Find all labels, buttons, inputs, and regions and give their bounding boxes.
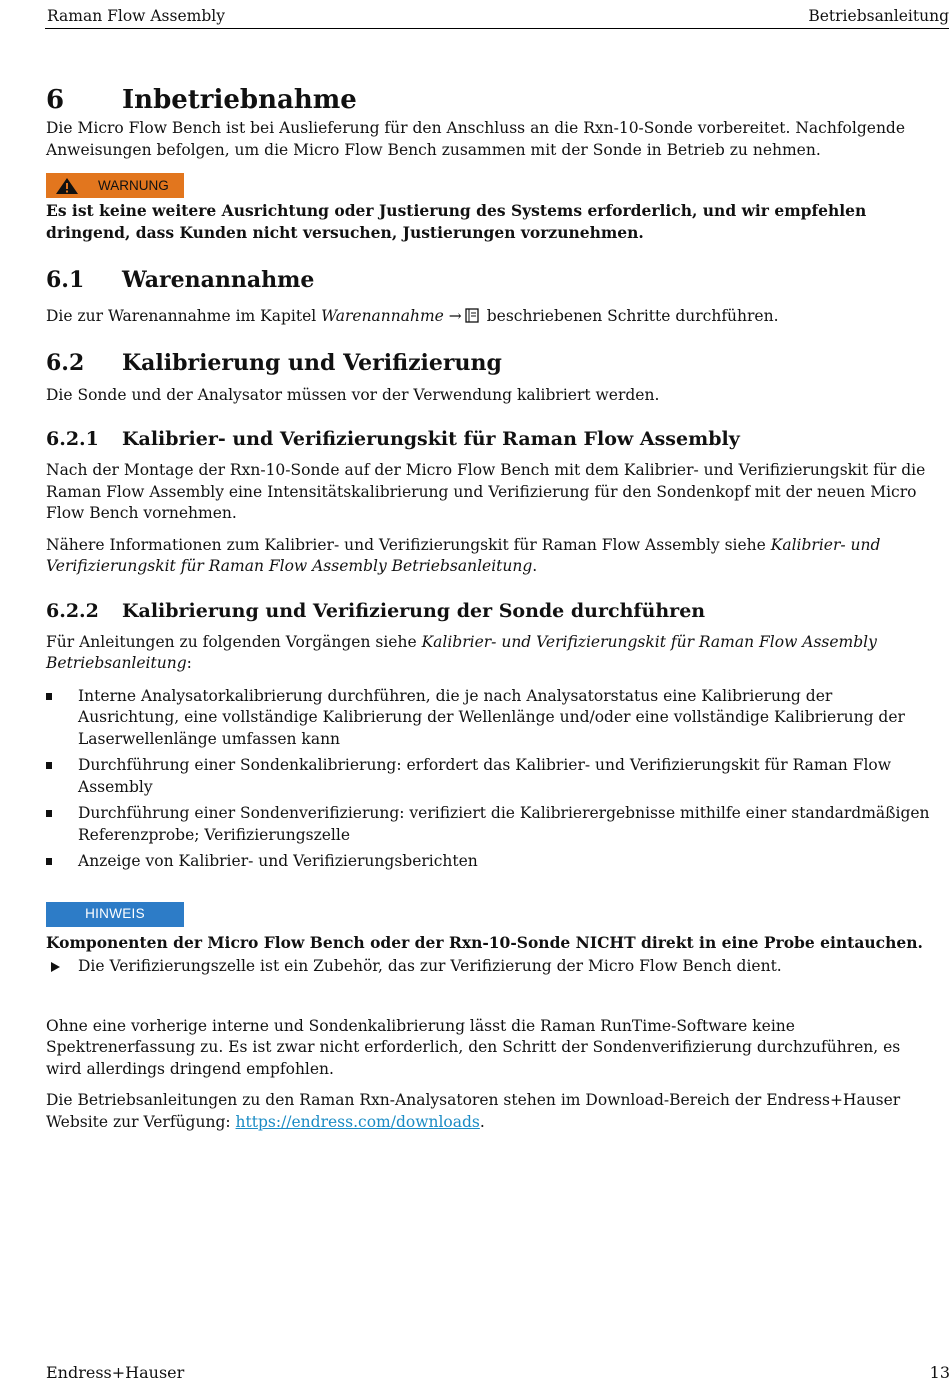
header-title: Raman Flow Assembly bbox=[47, 7, 225, 25]
section-number: 6.2.1 bbox=[46, 428, 99, 450]
list-item bbox=[46, 755, 936, 798]
list-item-text: Interne Analysatorkalibrierung durchführen, die je nach Analysatorstatus eine Kalibrierung der Ausrichtung, eine vollständige Kalibrierung der Wellenlänge und/oder eine vollständige Kalibrierung der Laserwellenlänge umfassen kann bbox=[78, 686, 905, 748]
para-text: Nähere Informationen zum Kalibrier- und Verifizierungskit für Raman Flow Assembly siehe bbox=[46, 535, 771, 554]
section-number: 6.1 bbox=[46, 267, 85, 293]
warning-label: WARNUNG bbox=[98, 177, 169, 193]
para-text: Die Betriebsanleitungen zu den Raman Rxn-Analysatoren stehen im Download-Bereich der Endress+Hauser Website zur Verfügung: bbox=[46, 1091, 901, 1131]
list-item bbox=[46, 803, 936, 846]
para-text-end: : bbox=[186, 654, 192, 672]
page-header bbox=[45, 6, 949, 29]
manual-reference[interactable]: Kalibrier- und Verifizierungskit für Raman Flow Assembly Betriebsanleitung bbox=[46, 535, 881, 575]
section-6-heading bbox=[46, 84, 936, 116]
list-item-text: Anzeige von Kalibrier- und Verifizierungsberichten bbox=[78, 852, 478, 870]
notice-badge bbox=[46, 902, 184, 927]
text-after-ref: beschriebenen Schritte durchführen. bbox=[481, 307, 779, 325]
notice-label: HINWEIS bbox=[85, 906, 145, 922]
para-text-end: . bbox=[479, 1112, 485, 1131]
text-before-ref: Die zur Warenannahme im Kapitel bbox=[46, 307, 322, 325]
bullet-square-icon bbox=[46, 810, 52, 817]
section-title: Inbetriebnahme bbox=[122, 85, 357, 115]
warning-triangle-icon bbox=[56, 178, 78, 194]
warning-text: Es ist keine weitere Ausrichtung oder Justierung des Systems erforderlich, und wir empfehlen dringend, dass Kunden nicht versuchen, Justierungen vorzunehmen. bbox=[46, 201, 867, 242]
manual-reference[interactable]: Kalibrier- und Verifizierungskit für Raman Flow Assembly Betriebsanleitung bbox=[46, 632, 877, 672]
action-text: Die Verifizierungszelle ist ein Zubehör, das zur Verifizierung der Micro Flow Bench dient. bbox=[78, 957, 782, 975]
bullet-square-icon bbox=[46, 762, 52, 769]
section-6-2-2-intro bbox=[46, 632, 936, 675]
section-number: 6.2 bbox=[46, 349, 85, 376]
list-item bbox=[46, 851, 936, 873]
section-6-intro: Die Micro Flow Bench ist bei Auslieferung für den Anschluss an die Rxn-10-Sonde vorbereitet. Nachfolgende Anweisungen befolgen, um die Micro Flow Bench zusammen mit der Sonde in Betrieb zu nehmen. bbox=[46, 119, 906, 159]
action-arrow-icon bbox=[51, 962, 60, 972]
section-6-2-1-para-1: Nach der Montage der Rxn-10-Sonde auf der Micro Flow Bench mit dem Kalibrier- und Verifizierungskit für die Raman Flow Assembly eine Intensitätskalibrierung und Verifizierung für den Sondenkopf mit der neuen Micro Flow Bench vornehmen. bbox=[46, 461, 926, 522]
section-6-2-text: Die Sonde und der Analysator müssen vor der Verwendung kalibriert werden. bbox=[46, 385, 660, 404]
section-6-1-text bbox=[46, 306, 936, 328]
chapter-reference[interactable]: Warenannahme bbox=[321, 307, 444, 325]
page-footer bbox=[46, 1363, 950, 1382]
bullet-square-icon bbox=[46, 858, 52, 865]
para-text: Für Anleitungen zu folgenden Vorgängen siehe bbox=[46, 632, 422, 651]
footer-brand: Endress+Hauser bbox=[46, 1363, 185, 1382]
section-title: Kalibrierung und Verifizierung der Sonde durchführen bbox=[122, 599, 706, 622]
header-doc-type: Betriebsanleitung bbox=[808, 7, 949, 25]
list-item-text: Durchführung einer Sondenverifizierung: verifiziert die Kalibrierergebnisse mithilfe einer standardmäßigen Referenzprobe; Verifizierungszelle bbox=[78, 804, 930, 844]
arrow-glyph: → bbox=[448, 307, 462, 325]
warning-badge bbox=[46, 173, 184, 198]
section-6-2-heading bbox=[46, 349, 936, 377]
section-6-2-2-para-2 bbox=[46, 1090, 936, 1133]
list-item bbox=[46, 686, 936, 751]
section-6-2-1-para-2 bbox=[46, 535, 936, 578]
section-6-2-1-heading bbox=[46, 427, 936, 452]
section-title: Kalibrierung und Verifizierung bbox=[122, 349, 502, 376]
section-6-2-2-para-1: Ohne eine vorherige interne und Sondenkalibrierung lässt die Raman RunTime-Software keine Spektrenerfassung zu. Es ist zwar nicht erforderlich, den Schritt der Sondenverifizierung durchzuführen, es wird allerdings dringend empfohlen. bbox=[46, 1016, 901, 1078]
section-6-1-heading bbox=[46, 266, 936, 294]
bullet-square-icon bbox=[46, 693, 52, 700]
book-icon bbox=[465, 308, 479, 323]
section-number: 6.2.2 bbox=[46, 599, 99, 622]
downloads-link[interactable]: https://endress.com/downloads bbox=[235, 1112, 480, 1131]
para-text-end: . bbox=[532, 557, 538, 575]
notice-text: Komponenten der Micro Flow Bench oder der Rxn-10-Sonde NICHT direkt in eine Probe eintauchen. bbox=[46, 932, 923, 952]
page-number: 13 bbox=[929, 1363, 950, 1382]
procedure-list bbox=[46, 686, 936, 873]
section-number: 6 bbox=[46, 85, 65, 115]
section-title: Warenannahme bbox=[122, 267, 315, 293]
section-title: Kalibrier- und Verifizierungskit für Raman Flow Assembly bbox=[122, 428, 740, 450]
list-item-text: Durchführung einer Sondenkalibrierung: erfordert das Kalibrier- und Verifizierungskit für Raman Flow Assembly bbox=[78, 756, 892, 796]
notice-action bbox=[46, 956, 936, 978]
page-content bbox=[46, 84, 936, 1133]
section-6-2-2-heading bbox=[46, 599, 936, 624]
